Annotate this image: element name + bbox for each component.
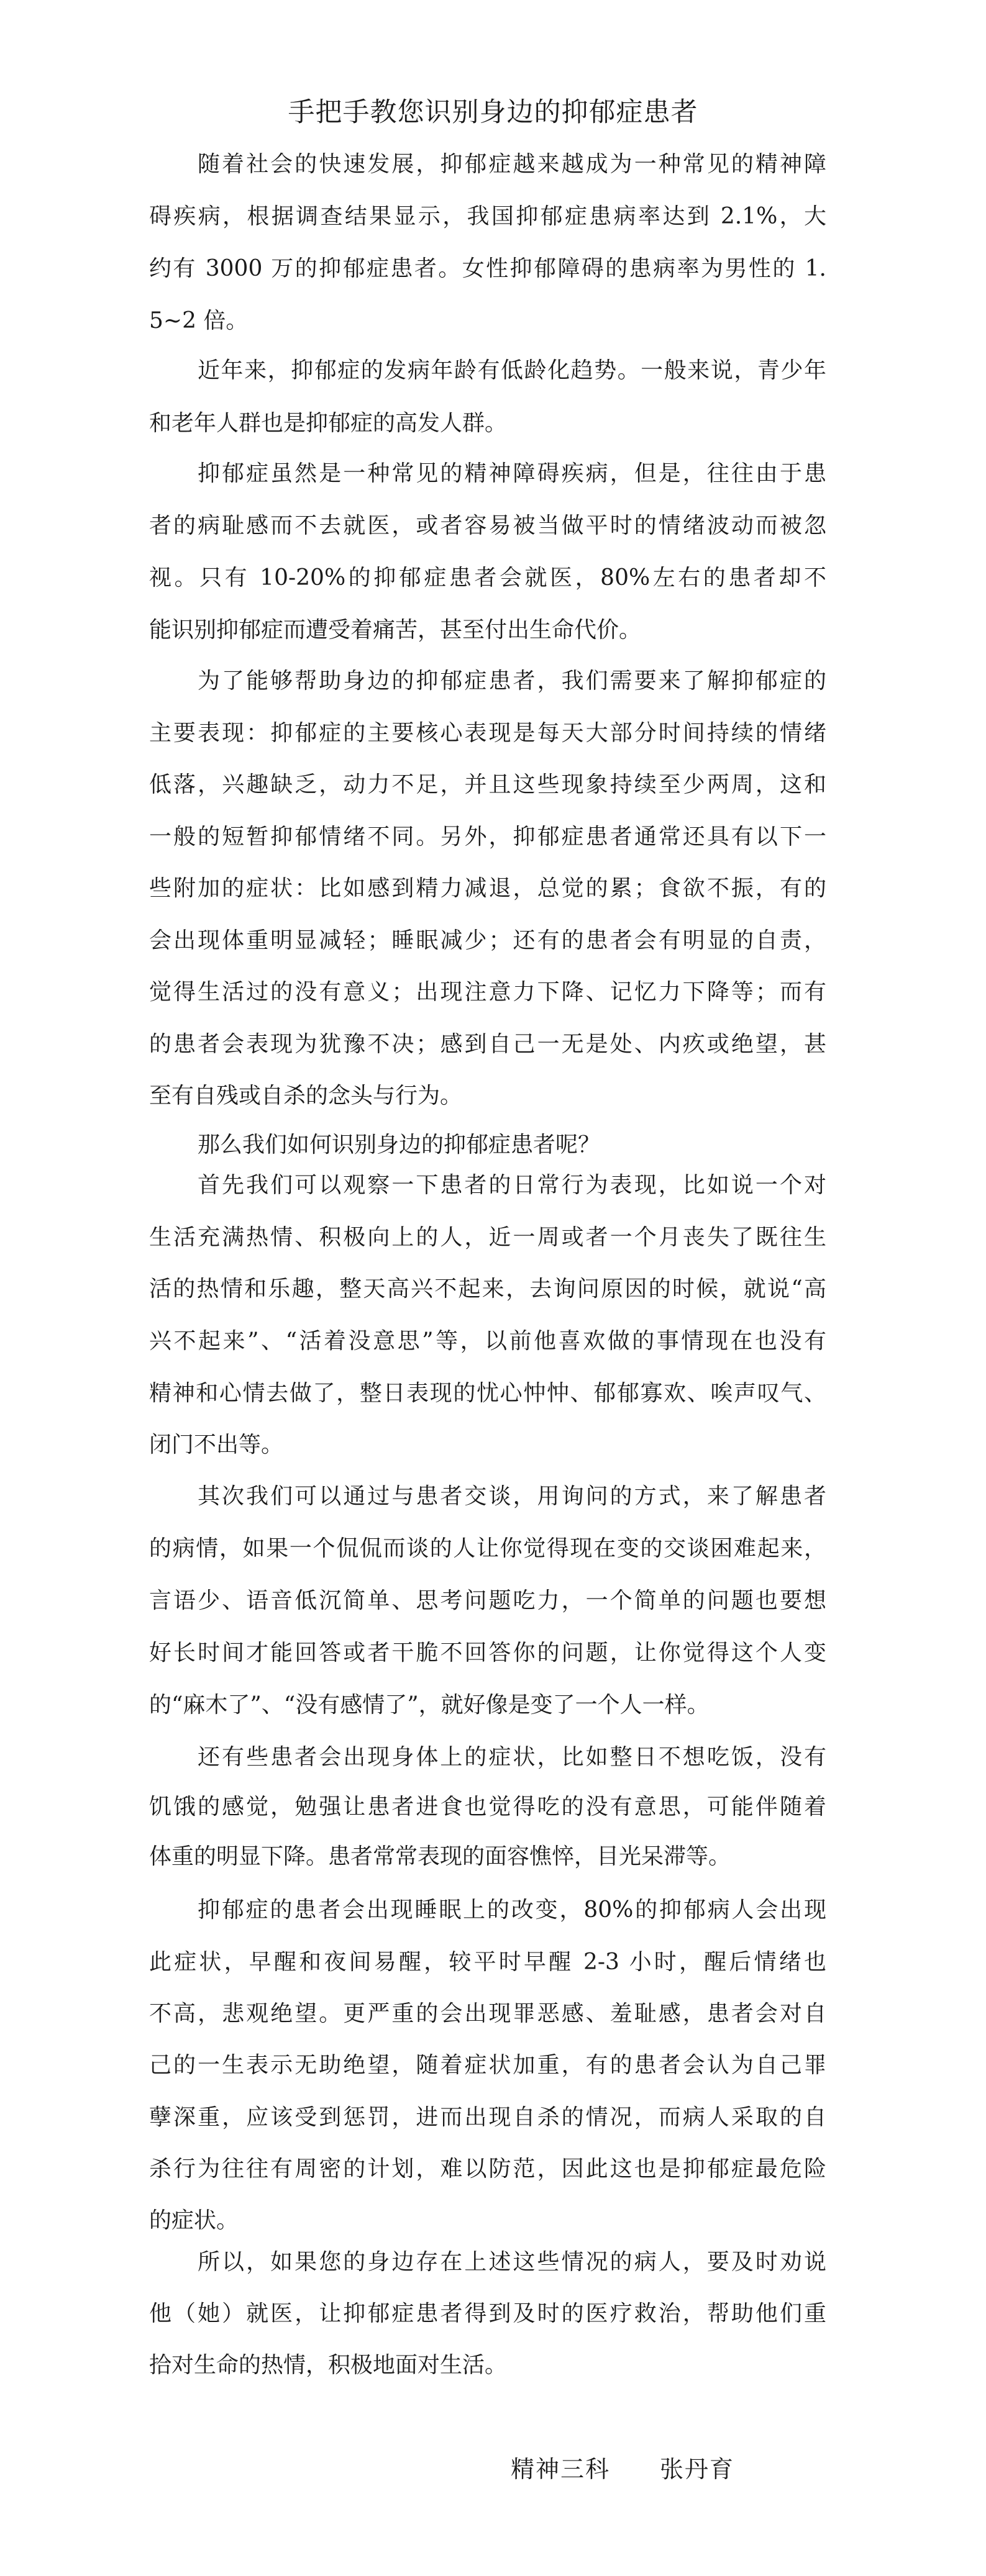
paragraph-line: 的病情，如果一个侃侃而谈的人让你觉得现在变的交谈困难起来， <box>149 1536 826 1561</box>
paragraph-line: 饥饿的感觉，勉强让患者进食也觉得吃的没有意思，可能伴随着 <box>149 1794 826 1820</box>
paragraph <box>149 448 826 656</box>
paragraph-line: 的“麻木了”、“没有感情了”，就好像是变了一个人一样。 <box>149 1692 710 1718</box>
paragraph-line: 兴不起来”、“活着没意思”等，以前他喜欢做的事情现在也没有 <box>149 1328 826 1354</box>
paragraph-line: 为了能够帮助身边的抑郁症患者，我们需要来了解抑郁症的 <box>198 668 826 694</box>
paragraph-line: 觉得生活过的没有意义；出现注意力下降、记忆力下降等；而有 <box>149 979 826 1005</box>
article-title: 手把手教您识别身边的抑郁症患者 <box>288 97 698 128</box>
paragraph-line: 约有 3000 万的抑郁症患者。女性抑郁障碍的患病率为男性的 1. <box>149 256 826 281</box>
paragraph-line: 随着社会的快速发展，抑郁症越来越成为一种常见的精神障 <box>198 152 826 177</box>
paragraph-line: 5~2 倍。 <box>149 308 249 333</box>
paragraph-line: 的患者会表现为犹豫不决；感到自己一无是处、内疚或绝望，甚 <box>149 1031 826 1057</box>
paragraph-line: 他（她）就医，让抑郁症患者得到及时的医疗救治，帮助他们重 <box>149 2300 826 2326</box>
paragraph-line: 精神和心情去做了，整日表现的忧心忡忡、郁郁寡欢、唉声叹气、 <box>149 1380 826 1406</box>
paragraph <box>149 138 826 347</box>
paragraph-line: 些附加的症状：比如感到精力减退，总觉的累；食欲不振，有的 <box>149 876 826 902</box>
paragraph-line: 不高，悲观绝望。更严重的会出现罪恶感、羞耻感，患者会对自 <box>149 2000 826 2026</box>
paragraph-line: 孽深重，应该受到惩罚，进而出现自杀的情况，而病人采取的自 <box>149 2104 826 2130</box>
paragraph-line: 抑郁症的患者会出现睡眠上的改变，80%的抑郁病人会出现 <box>198 1897 826 1923</box>
paragraph-line: 此症状，早醒和夜间易醒，较平时早醒 2-3 小时，醒后情绪也 <box>149 1949 826 1975</box>
paragraph <box>149 1733 826 1882</box>
paragraph-line: 一般的短暂抑郁情绪不同。另外，抑郁症患者通常还具有以下一 <box>149 823 826 850</box>
paragraph-line: 还有些患者会出现身体上的症状，比如整日不想吃饭，没有 <box>198 1744 826 1770</box>
paragraph-line: 言语少、语音低沉简单、思考问题吃力，一个简单的问题也要想 <box>149 1588 826 1613</box>
paragraph-line: 生活充满热情、积极向上的人，近一周或者一个月丧失了既往生 <box>149 1224 826 1250</box>
paragraph <box>149 1471 826 1731</box>
paragraph-line: 闭门不出等。 <box>149 1432 284 1458</box>
paragraph <box>149 344 826 450</box>
paragraph-line: 那么我们如何识别身边的抑郁症患者呢？ <box>198 1132 601 1158</box>
paragraph-line: 首先我们可以观察一下患者的日常行为表现，比如说一个对 <box>198 1172 826 1199</box>
paragraph-line: 好长时间才能回答或者干脆不回答你的问题，让你觉得这个人变 <box>149 1640 826 1666</box>
paragraph-line: 至有自残或自杀的念头与行为。 <box>149 1083 463 1109</box>
paragraph-line: 活的热情和乐趣，整天高兴不起来，去询问原因的时候，就说“高 <box>149 1276 826 1302</box>
paragraph <box>149 1884 826 2246</box>
paragraph-line: 己的一生表示无助绝望，随着症状加重，有的患者会认为自己罪 <box>149 2052 826 2079</box>
paragraph-line: 主要表现：抑郁症的主要核心表现是每天大部分时间持续的情绪 <box>149 720 826 746</box>
paragraph-line: 能识别抑郁症而遭受着痛苦，甚至付出生命代价。 <box>149 617 642 643</box>
paragraph-line: 拾对生命的热情，积极地面对生活。 <box>149 2352 508 2378</box>
paragraph-line: 会出现体重明显减轻；睡眠减少；还有的患者会有明显的自责， <box>149 927 826 953</box>
paragraph-line: 碍疾病，根据调查结果显示，我国抑郁症患病率达到 2.1%，大 <box>149 204 826 229</box>
paragraph <box>149 655 826 1122</box>
paragraph-line: 抑郁症虽然是一种常见的精神障碍疾病，但是，往往由于患 <box>198 461 826 486</box>
paragraph-line: 低落，兴趣缺乏，动力不足，并且这些现象持续至少两周，这和 <box>149 772 826 798</box>
paragraph-line: 杀行为往往有周密的计划，难以防范，因此这也是抑郁症最危险 <box>149 2156 826 2182</box>
paragraph <box>149 2236 826 2391</box>
paragraph-line: 其次我们可以通过与患者交谈，用询问的方式，来了解患者 <box>198 1484 826 1509</box>
paragraph-line: 和老年人群也是抑郁症的高发人群。 <box>149 410 508 436</box>
paragraph-line: 近年来，抑郁症的发病年龄有低龄化趋势。一般来说，青少年 <box>198 357 826 383</box>
signature-author: 张丹育 <box>660 2456 735 2483</box>
paragraph <box>149 1159 826 1471</box>
paragraph-line: 的症状。 <box>149 2208 239 2234</box>
paragraph-line: 所以，如果您的身边存在上述这些情况的病人，要及时劝说 <box>198 2249 826 2275</box>
paragraph-line: 体重的明显下降。患者常常表现的面容憔悴，目光呆滞等。 <box>149 1844 731 1869</box>
signature-department: 精神三科 <box>511 2456 611 2483</box>
paragraph-line: 者的病耻感而不去就医，或者容易被当做平时的情绪波动而被忽 <box>149 513 826 538</box>
paragraph-line: 视。只有 10-20%的抑郁症患者会就医，80%左右的患者却不 <box>149 565 826 591</box>
